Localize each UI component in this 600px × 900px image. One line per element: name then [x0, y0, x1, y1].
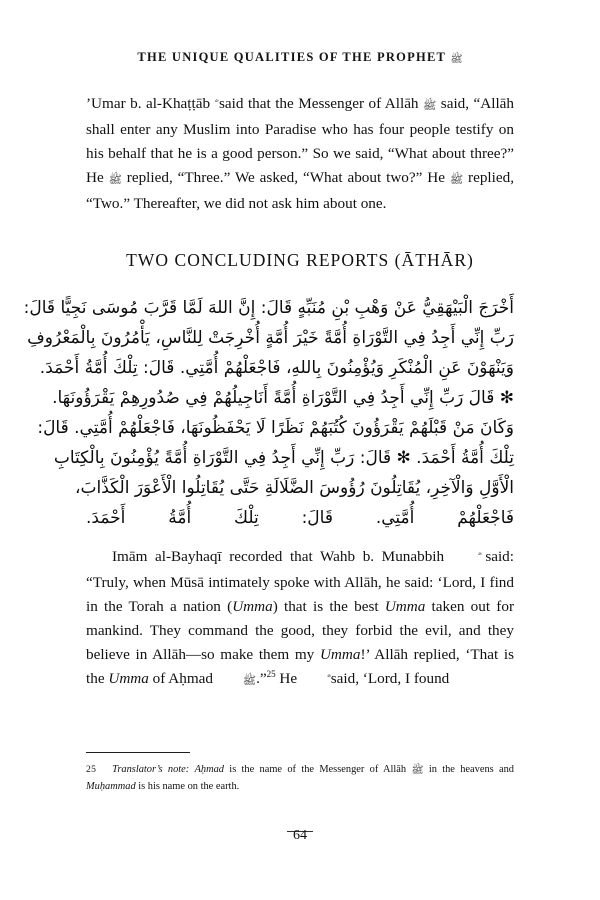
radiyallahu-anhu-icon [452, 547, 478, 571]
closing-seg-9: said, ‘Lord, I found [326, 670, 450, 687]
arabic-line: تِلْكَ أُمَّةُ أَحْمَدَ. ✻ قَالَ: رَبِّ إِنِّي أَجِدُ فِي التَّوْرَاةِ أُمَّةً يُؤْمِنُونَ بِالْكِتَابِ [53, 448, 514, 468]
closing-paragraph [86, 545, 514, 693]
footnote-25 [86, 762, 514, 795]
footnote-seg-2: is the name of the Messenger of Allāh [224, 764, 412, 775]
closing-seg-3: ) that is the best [272, 598, 385, 615]
footnote-ahmad: Aḥmad [194, 764, 224, 775]
arabic-line: رَبِّ إِنِّي أَجِدُ فِي التَّوْرَاةِ أُمَّةً خَيْرَ أُمَّةٍ أُخْرِجَتْ لِلنَّاسِ، يَأْمُرُونَ بِالْمَعْرُوفِ [27, 328, 514, 348]
opening-seg-5: replied, “Two.” Thereafter, we did not ask him about one. [86, 169, 514, 212]
page-number: 64 [293, 828, 307, 843]
running-header [0, 50, 600, 67]
arabic-line: ✻ قَالَ رَبِّ إِنِّي أَجِدُ فِي التَّوْرَاةِ أُمَّةً أَنَاجِيلُهُمْ فِي صُدُورِهِمْ يَقْرَؤُونَهَا. [52, 388, 514, 408]
umma-term: Umma [384, 598, 426, 615]
arabic-report-block [23, 293, 514, 533]
text-column [23, 92, 515, 693]
running-header-title: THE UNIQUE QUALITIES OF THE PROPHET [137, 50, 447, 64]
umma-term: Umma [232, 598, 273, 615]
section-heading: TWO CONCLUDING REPORTS (ĀTHĀR) [126, 250, 474, 270]
spacer-before-heading [86, 216, 514, 250]
sallallahu-alayhi-wa-sallam-icon: ﷺ [423, 100, 437, 112]
closing-seg-8: He [275, 670, 301, 687]
arabic-line: فَاجْعَلْهُمْ أُمَّتِي. قَالَ: تِلْكَ أُمَّةُ أَحْمَدَ. [86, 508, 514, 528]
spacer-after-arabic [86, 533, 514, 545]
footnote-reference[interactable]: 25 [266, 668, 276, 679]
footnote-number: 25 [86, 764, 97, 775]
closing-seg-4: taken out for mankind. They command the good, they forbid the evil, and they believe in Allāh—so make them my [86, 598, 514, 663]
closing-seg-1: Imām al-Bayhaqī recorded that Wahb b. Munabbih [112, 548, 452, 565]
arabic-line: وَيَنْهَوْنَ عَنِ الْمُنْكَرِ وَيُؤْمِنُونَ بِاللهِ، فَاجْعَلْهُمْ أُمَّتِي. قَالَ: تِلْكَ أُمَّةُ أَحْمَدَ. [39, 358, 514, 378]
footnote-seg-3: in the heavens and [423, 764, 515, 775]
opening-seg-2: said that the Messenger of Allāh [214, 95, 424, 112]
closing-seg-7: .” [256, 670, 267, 687]
spacer-after-heading [86, 271, 514, 293]
footnote-separator [86, 752, 190, 753]
umma-term: Umma [319, 646, 361, 663]
footnote-muhammad: Muḥammad [86, 781, 136, 793]
radiyallahu-anhu-icon [301, 669, 327, 693]
arabic-line: أَخْرَجَ الْبَيْهَقِيُّ عَنْ وَهْبِ بْنِ مُنَبِّهٍ قَالَ: إِنَّ اللهَ لَمَّا قَرَّبَ مُوسَى نَجِيًّا قَالَ: [23, 298, 514, 318]
opening-seg-4: replied, “Three.” We asked, “What about two?” He [121, 169, 450, 186]
arabic-line: الْأَوَّلِ وَالْآخِرِ، يُقَاتِلُونَ رُؤُوسَ الضَّلَالَةِ حَتَّى يُقَاتِلُوا الْأَعْوَرَ الْكَذَّابَ، [75, 478, 514, 498]
footnote-lead: Translator’s note: [112, 764, 190, 775]
closing-seg-2: said: “Truly, when Mūsā intimately spoke with Allāh, he said: ‘Lord, I find in the Torah a nation ( [86, 548, 514, 615]
sallallahu-alayhi-wa-sallam-icon: ﷺ [450, 54, 463, 65]
opening-seg-3: said, “Allāh shall enter any Muslim into Paradise who has four people testify on his behalf that he is a good person.” So we said, “What about three?” He [86, 95, 515, 186]
sallallahu-alayhi-wa-sallam-icon: ﷺ [242, 675, 257, 687]
sallallahu-alayhi-wa-sallam-icon: ﷺ [449, 174, 464, 186]
footnote-seg-4: is his name on the earth. [135, 781, 240, 793]
sallallahu-alayhi-wa-sallam-icon: ﷺ [411, 765, 424, 776]
arabic-line: وَكَانَ مَنْ قَبْلَهُمْ يَقْرَؤُونَ كُتُبَهُمْ نَظَرًا لَا يَحْفَظُونَهَا، فَاجْعَلْهُمْ أُمَّتِي. قَالَ: [37, 418, 514, 438]
opening-seg-1: ’Umar b. al-Khaṭṭāb [86, 95, 215, 112]
closing-seg-5: !’ Allāh replied, ‘That is the [86, 646, 515, 687]
sallallahu-alayhi-wa-sallam-icon: ﷺ [108, 174, 122, 186]
opening-paragraph [86, 92, 514, 216]
closing-seg-6: of Aḥmad [148, 670, 217, 687]
umma-term: Umma [108, 670, 149, 687]
